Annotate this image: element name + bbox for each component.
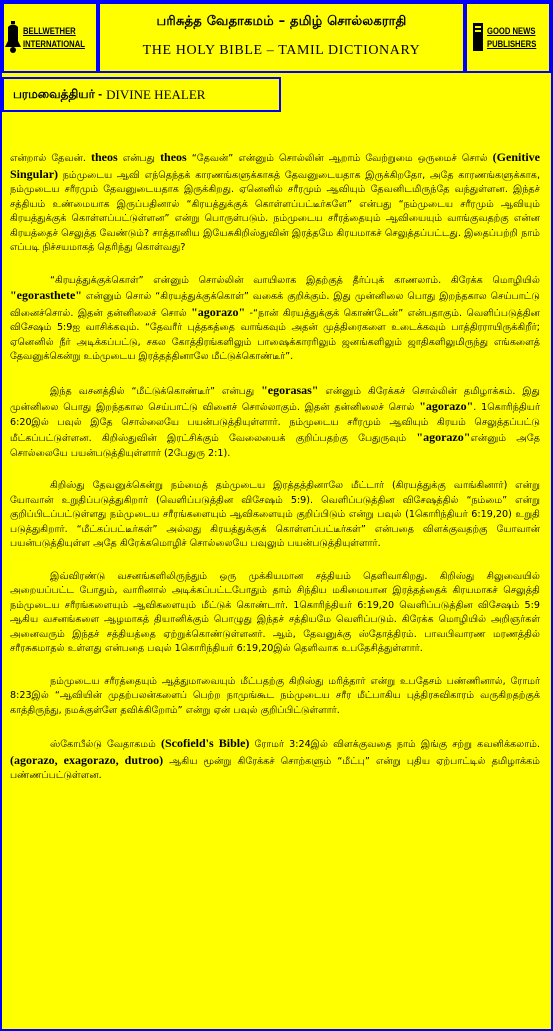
paragraph-text: என்பது bbox=[117, 153, 161, 164]
paragraph bbox=[10, 736, 540, 784]
good-news-logo bbox=[465, 2, 551, 73]
title-english: THE HOLY BIBLE – TAMIL DICTIONARY bbox=[142, 43, 421, 58]
greek-term: "agorazo" bbox=[419, 399, 474, 413]
paragraph-text: ஸ்கோபீல்டு வேதாகமம் bbox=[50, 739, 161, 750]
paragraph-text: . 1கொரிந்தியர் 6:20இல் பவுல் இதே சொல்லையே பயன்படுத்தியுள்ளார். நம்முடைய சரீரமும் ஆவியும் கிரயம் செலுத்தப்பட்டு மீட்கப்பட்டுள்ளன. கிறிஸ்துவின் இரட்சிக்கும் வேலையைக் குறிப்பதற்கு பேதுருவும் bbox=[10, 402, 540, 444]
article-body bbox=[10, 150, 540, 802]
page-header bbox=[2, 2, 551, 75]
entry-tamil: பரமவைத்தியர் - bbox=[13, 86, 103, 101]
paragraph-text: நம்முடைய சரீரத்தையும் ஆத்துமாவையும் மீட்பதற்கு கிறிஸ்து மரித்தார் என்று உபதேசம் பண்ணினால், ரோமர் 8:23இல் “ஆவியின் முதற்பலன்களைப் பெற்ற நாமுங்கூட நம்முடைய சரீர மீட்பாகிய புத்திரசுவிகாரம் வருகிறதற்குக் காத்திருந்து, நமக்குள்ளே தவிக்கிறோம்” என்று ஏன் பவுல் குறிப்பிட்டுள்ளார். bbox=[10, 675, 540, 716]
paragraph-text: -“நான் கிரயத்துக்குக் கொண்டேன்” என்பதாகும். வெளிப்படுத்தின விசேஷம் 5:9ஐ வாசிக்கவும். “தேவரீர் புத்தகத்தை வாங்கவும் அதன் முத்திரைகளை உடைக்கவும் பாத்திரராயிருக்கிறீர்; ஏனெனில் நீர் அடிக்கப்பட்டு, சகல கோத்திரங்களிலும் பாஷைக்காரரிலும் ஜனங்களிலும் ஜாதிகளிலுமிருந்து எங்களைத் தேவனுக்கென்று உம்முடைய இரத்தத்தினாலே மீட்டுக்கொண்டீர்”. bbox=[10, 307, 540, 362]
paragraph bbox=[10, 570, 540, 657]
greek-term: "egorasthete" bbox=[10, 288, 82, 302]
bellwether-logo bbox=[2, 2, 98, 73]
bell-icon bbox=[5, 21, 21, 55]
paragraph bbox=[10, 383, 540, 462]
paragraph-text: என்னும் கிரேக்கச் சொல்லின் தமிழாக்கம். இது முன்னிலை பொது இறந்தகால செய்பாட்டு வினைச் சொல்லாகும். இதன் தன்னிலைச் சொல் bbox=[10, 385, 540, 413]
logo-line-1: BELLWETHER bbox=[22, 25, 76, 36]
paragraph-text: கிறிஸ்து தேவனுக்கென்று நம்மைத் தம்முடைய இரத்தத்தினாலே மீட்டார் (கிரயத்துக்கு வாங்கினார்) என்று யோவான் உறுதிப்படுத்துகிறார் (வெளிப்படுத்தின விசேஷம் 5:9). வெளிப்படுத்தின விசேஷத்தில் “நம்மை” என்று குறிப்பிடப்பட்டுள்ளது நம்முடைய சரீரங்களையும் ஆவிகளையும் குறிப்பிடும் என்று பவுல் (1கொரிந்தியர் 6:19,20) உறுதி படுத்துகிறார். “மீட்கப்பட்டீர்கள்” அல்லது கிரயத்துக்குக் கொள்ளப்பட்டீர்கள்” என்பதை விளக்குவதற்கு யோவான் பயன்படுத்தியுள்ள அதே கிரேக்கமொழிச் சொல்லையே பவுலும் பயன்படுத்தியுள்ளார். bbox=[10, 480, 540, 549]
logo-line-2: INTERNATIONAL bbox=[22, 38, 85, 49]
paragraph-text: இந்த வசனத்தில் “மீட்டுக்கொண்டீர்” என்பது bbox=[50, 385, 262, 397]
paragraph-text: ரோமர் 3:24இல் விளக்குவதை நாம் இங்கு சற்று கவனிக்கலாம். bbox=[249, 739, 540, 750]
paragraph-text: என்றால் தேவன். bbox=[10, 153, 92, 164]
title-tamil: பரிசுத்த வேதாகமம் – தமிழ் சொல்லகராதி bbox=[156, 14, 407, 29]
greek-term: theos bbox=[160, 150, 187, 164]
paragraph bbox=[10, 274, 540, 365]
paragraph bbox=[10, 479, 540, 552]
paragraph-text: ஆகிய மூன்று கிரேக்கச் சொற்களும் “மீட்பு” என்று புதிய ஏற்பாட்டில் தமிழாக்கம் பண்ணப்பட்டுள்ளன. bbox=[10, 755, 540, 781]
paragraph-text: “தேவன்” என்னும் சொல்லின் ஆறாம் வேற்றுமை ஒருமைச் சொல் bbox=[186, 153, 493, 164]
entry-heading bbox=[2, 77, 281, 112]
paragraph-text: என்னும் சொல் “கிரயத்துக்குக்கொள்” வகைக் குறிக்கும். இது முன்னிலை பொது இறந்தகால செய்பாட்டு வினைச்சொல். இதன் தன்னிலைச் சொல் bbox=[10, 291, 540, 319]
greek-term: theos bbox=[91, 150, 118, 164]
paragraph-text: என்னும் அதே சொல்லையே பயன்படுத்தியுள்ளார் (2பேதுரு 2:1). bbox=[10, 433, 540, 459]
entry-english: DIVINE HEALER bbox=[106, 86, 206, 102]
book-icon bbox=[471, 21, 485, 55]
paragraph-text: இவ்விரண்டு வசனங்களிலிருந்தும் ஒரு முக்கியமான சத்தியம் தெளிவாகிறது. கிறிஸ்து சிலுவையில் அறையப்பட்ட போதும், வாரினால் அடிக்கப்பட்டபோதும் தாம் சிந்திய மகிமையான இரத்தத்தைக் கிரயமாகச் செலுத்தி நம்முடைய சரீரங்களையும் ஆவிகளையும் மீட்டுக் கொண்டார். 1கொரிந்தியர் 6:19,20 வெளிப்படுத்தின விசேஷம் 5:9 ஆகிய வசனங்களை ஆழமாகத் தியானிக்கும் பொழுது இந்தச் சத்தியமே வெளிப்படும். கிரேக்க மொழியில் அறிஞர்கள் அனைவரும் இந்தச் சத்தியத்தை ஏற்றுக்கொண்டுள்ளனர். ஆம், தேவனுக்கு ஸ்தோத்திரம். பாவபிவாரண மரணத்தில் சரீரசுகமாதல் உள்ளது என்பதை பவுல் 1கொரிந்தியர் 6:19,20இல் தெளிவாக உபதேசித்துள்ளார். bbox=[10, 570, 540, 654]
logo-line-1: GOOD NEWS bbox=[486, 25, 536, 36]
paragraph-text: நம்முடைய ஆவி எந்தெந்தக் காரணங்களுக்காகத் தேவனுடையதாக இருக்கிறதோ, அதே காரணங்களுக்காக, நம்முடைய சரீரமும் தேவனுடையதாக இருக்கிறது. ஏனெனில் சரீரமும் ஆவியும் தேவனிடமிருந்தே வந்துள்ளன. இந்தச் சத்தியம் உண்மையாக இருப்பதினால் “கிரயத்துக்குக் கொள்ளப்பட்டீர்களே” என்பது “நம்முடைய சரீரமும் ஆவியும் கிரயத்துக்குக் கொள்ளப்பட்டுள்ளன” என்று பொருள்படும். நம்முடைய சரீரத்தையும் ஆவியையும் வாங்குவதற்கு என்ன கிரயத்தைச் செலுத்த வேண்டும்? சாத்தானிய இயேசுகிறிஸ்துவின் இரத்தமே கிரயமாகச் செலுத்தப்பட்டது. இதைப்பற்றி நாம் எப்படி நிச்சயமாகத் தெரிந்து கொள்வது? bbox=[10, 169, 540, 253]
greek-term: (Genitive Singular) bbox=[10, 150, 540, 181]
greek-term: (Scofield's Bible) bbox=[161, 736, 250, 750]
greek-term: "agorazo" bbox=[416, 430, 471, 444]
greek-term: "agorazo" bbox=[191, 304, 246, 319]
paragraph-text: “கிரயத்துக்குக்கொள்” என்னும் சொல்லின் வாயிலாக இதற்குத் தீர்ப்புக் காணலாம். கிரேக்க மொழியில் bbox=[50, 274, 540, 286]
paragraph bbox=[10, 150, 540, 256]
greek-term: (agorazo, exagorazo, dutroo) bbox=[10, 752, 164, 767]
greek-term: "egorasas" bbox=[261, 382, 319, 397]
paragraph bbox=[10, 675, 540, 719]
logo-line-2: PUBLISHERS bbox=[486, 38, 537, 49]
title-box bbox=[98, 2, 465, 73]
